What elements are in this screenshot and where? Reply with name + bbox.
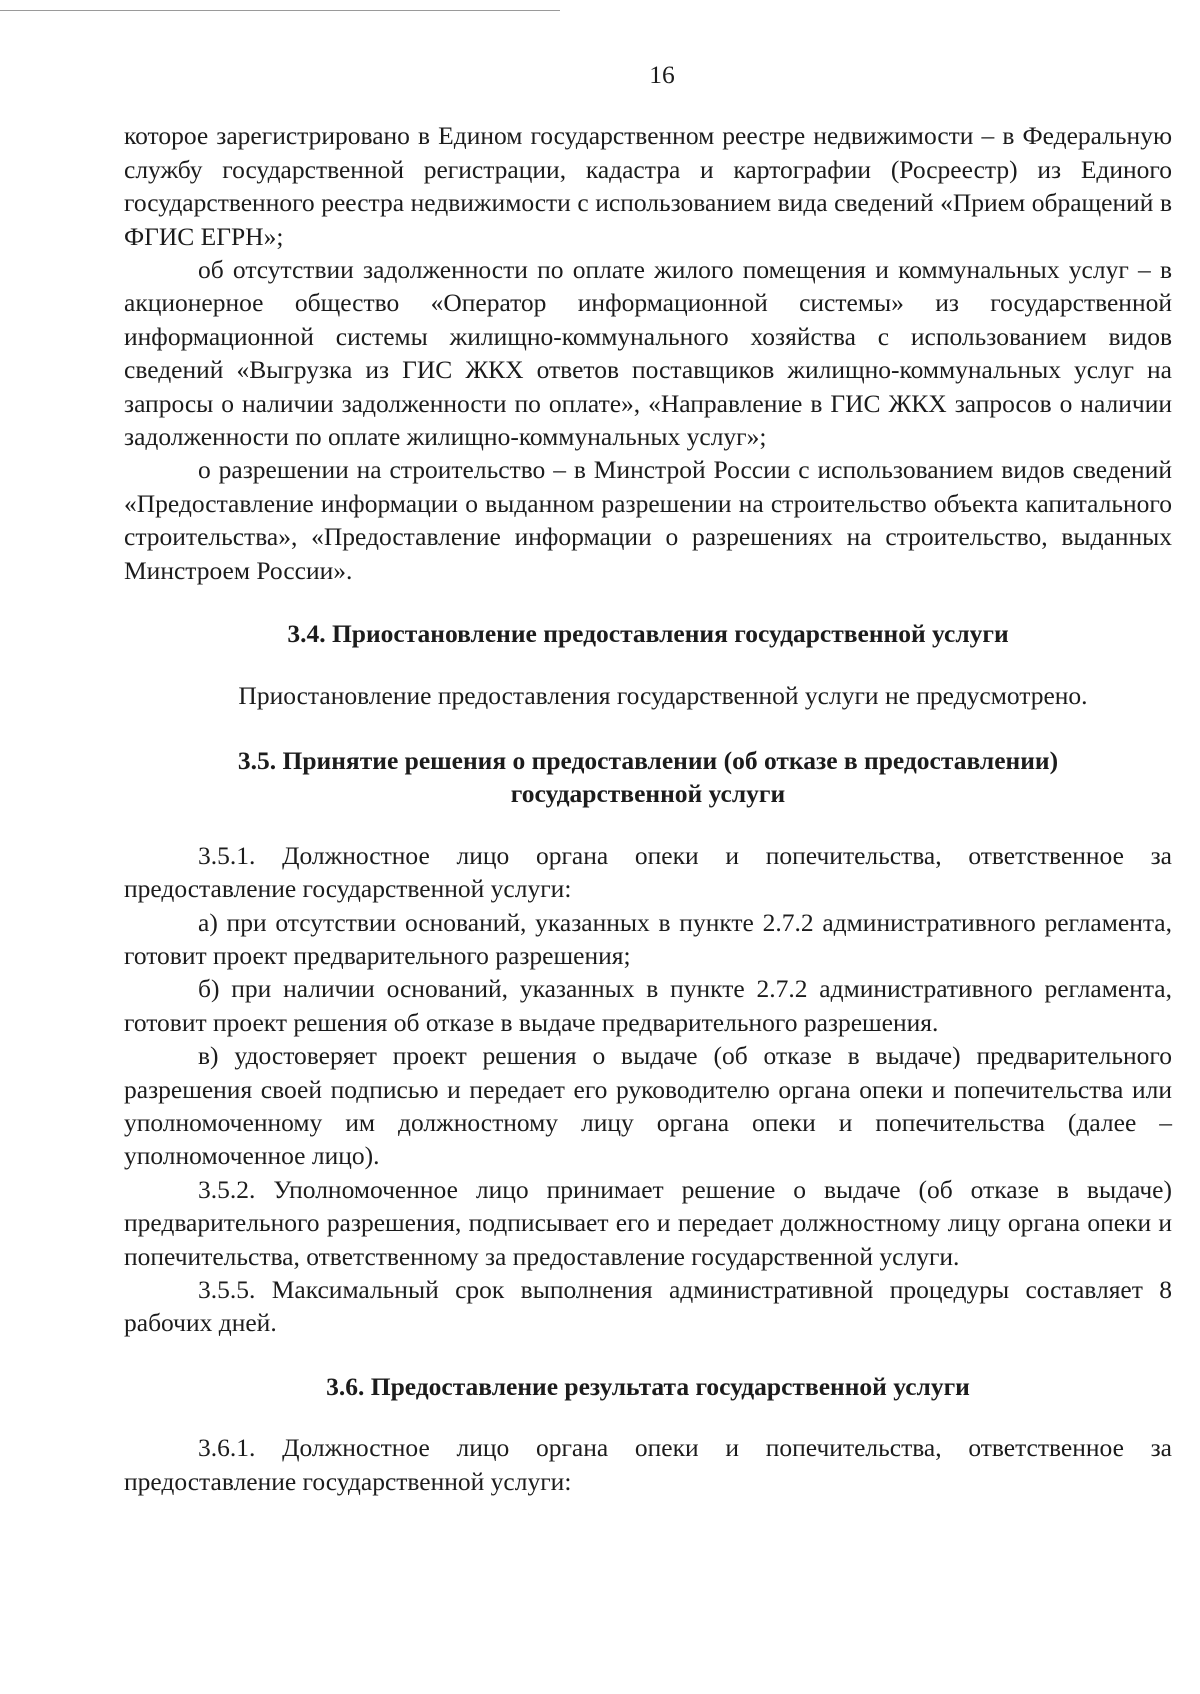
scan-edge-line xyxy=(0,10,560,11)
paragraph-3-5-1-a: а) при отсутствии оснований, указанных в пункте 2.7.2 административного регламента, готовит проект предварительного разрешения; xyxy=(124,907,1172,970)
heading-section-3-5 xyxy=(124,744,1172,811)
page-number: 16 xyxy=(649,60,675,89)
heading-section-3-5-line2: государственной услуги xyxy=(510,779,786,809)
paragraph-3-5-5: 3.5.5. Максимальный срок выполнения административной процедуры составляет 8 рабочих дней. xyxy=(124,1275,1172,1338)
document-page xyxy=(124,58,1172,1498)
heading-section-3-5-line1: 3.5. Принятие решения о предоставлении (об отказе в предоставлении) xyxy=(237,745,1059,775)
paragraph-3-5-1-v: в) удостоверяет проект решения о выдаче (об отказе в выдаче) предварительного разрешения своей подписью и передает его руководителю органа опеки и попечительства или уполномоченному им должностному лицу органа опеки и попечительства (далее – уполномоченное лицо). xyxy=(124,1041,1172,1171)
paragraph-3-5-2: 3.5.2. Уполномоченное лицо принимает решение о выдаче (об отказе в выдаче) предварительного разрешения, подписывает его и передает должностному лицу органа опеки и попечительства, ответственному за предоставление государственной услуги. xyxy=(124,1174,1172,1271)
heading-section-3-6: 3.6. Предоставление результата государственной услуги xyxy=(326,1371,970,1401)
paragraph-building-permit: о разрешении на строительство – в Минстрой России с использованием видов сведений «Предоставление информации о выданном разрешении на строительство объекта капитального строительства», «Предоставление информации о разрешениях на строительство, выданных Минстроем России». xyxy=(124,455,1172,585)
paragraph-suspension-note: Приостановление предоставления государственной услуги не предусмотрено. xyxy=(238,680,1088,710)
paragraph-rosreestr: которое зарегистрировано в Едином государственном реестре недвижимости – в Федеральную службу государственной регистрации, кадастра и картографии (Росреестр) из Единого государственного реестра недвижимости с использованием вида сведений «Прием обращений в ФГИС ЕГРН»; xyxy=(124,121,1172,251)
paragraph-utilities-debt: об отсутствии задолженности по оплате жилого помещения и коммунальных услуг – в акционерное общество «Оператор информационной системы» из государственной информационной системы жилищно-коммунального хозяйства с использованием видов сведений «Выгрузка из ГИС ЖКХ ответов поставщиков жилищно-коммунальных услуг на запросы о наличии задолженности по оплате», «Направление в ГИС ЖКХ запросов о наличии задолженности по оплате жилищно-коммунальных услуг»; xyxy=(124,255,1172,452)
paragraph-3-5-1: 3.5.1. Должностное лицо органа опеки и попечительства, ответственное за предоставление государственной услуги: xyxy=(124,840,1172,904)
heading-section-3-4: 3.4. Приостановление предоставления государственной услуги xyxy=(287,619,1009,649)
paragraph-3-5-1-b: б) при наличии оснований, указанных в пункте 2.7.2 административного регламента, готовит проект решения об отказе в выдаче предварительного разрешения. xyxy=(124,974,1172,1037)
paragraph-3-6-1: 3.6.1. Должностное лицо органа опеки и попечительства, ответственное за предоставление государственной услуги: xyxy=(124,1433,1172,1496)
